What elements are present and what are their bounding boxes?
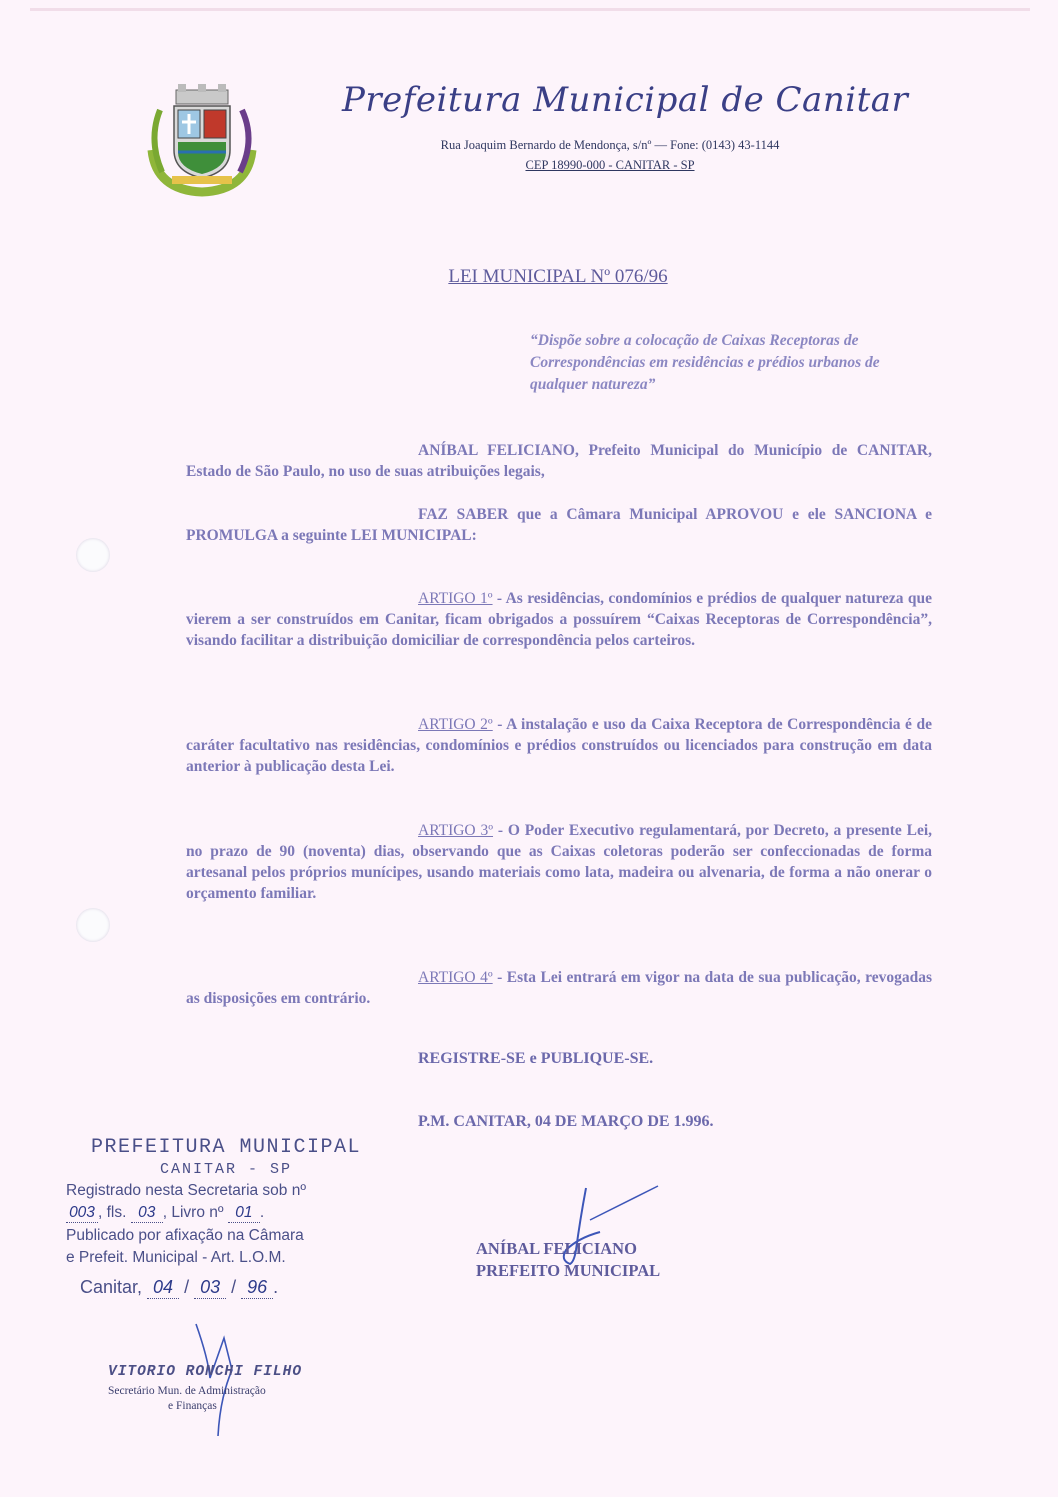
closing-formula: REGISTRE-SE e PUBLIQUE-SE. <box>418 1050 654 1067</box>
secretary-role-line: Secretário Mun. de Administração <box>108 1385 266 1397</box>
law-ementa: “Dispõe sobre a colocação de Caixas Receptoras de Correspondências em residências e prédios urbanos de qualquer natureza” <box>530 332 880 393</box>
stamp-month: 03 <box>194 1277 226 1299</box>
article-label: ARTIGO 2º <box>418 716 493 733</box>
secretary-role-line: e Finanças <box>168 1400 217 1412</box>
page-edge <box>30 8 1030 11</box>
article-label: ARTIGO 3º <box>418 822 494 839</box>
stamp-day: 04 <box>147 1277 179 1299</box>
preamble: ANÍBAL FELICIANO, Prefeito Municipal do Município de CANITAR, Estado de São Paulo, no uso de suas atribuições legais, <box>186 442 932 480</box>
signatory-name: ANÍBAL FELICIANO <box>476 1239 637 1258</box>
stamp-livro: 01 <box>228 1204 260 1223</box>
signatory-block <box>476 1238 660 1282</box>
article-1 <box>186 588 932 651</box>
punch-hole <box>76 538 110 572</box>
article-label: ARTIGO 4º <box>418 969 493 986</box>
stamp-published-1: Publicado por afixação na Câmara <box>66 1227 304 1244</box>
stamp-canitar-label: Canitar, <box>80 1277 143 1297</box>
article-text: - As residências, condomínios e prédios de qualquer natureza que vierem a ser construídos em Canitar, ficam obrigados a possuírem “Caixas Receptoras de Correspondência”, visando facilitar a distribuição domiciliar de correspondência pelos carteiros. <box>186 590 932 649</box>
secretary-name: VITORIO RONCHI FILHO <box>108 1364 303 1380</box>
stamp-number: 003 <box>66 1204 98 1223</box>
law-title: LEI MUNICIPAL Nº 076/96 <box>448 266 668 287</box>
article-text: - Esta Lei entrará em vigor na data de sua publicação, revogadas as disposições em contrário. <box>186 969 932 1007</box>
article-2 <box>186 714 932 777</box>
article-3 <box>186 820 932 904</box>
stamp-org: PREFEITURA MUNICIPAL <box>90 1136 362 1159</box>
article-label: ARTIGO 1º <box>418 590 493 607</box>
secretary-role <box>108 1384 266 1414</box>
stamp-registered: Registrado nesta Secretaria sob nº <box>66 1182 307 1199</box>
punch-hole <box>76 908 110 942</box>
stamp-year: 96 <box>241 1277 273 1299</box>
stamp-record: 003 , fls. 03 , Livro nº 01 . <box>66 1204 386 1223</box>
letterhead-cep: CEP 18990-000 - CANITAR - SP <box>525 158 695 172</box>
registration-stamp <box>66 1136 386 1299</box>
article-text: - A instalação e uso da Caixa Receptora de Correspondência é de caráter facultativo nas residências, condomínios e prédios construídos ou licenciados para construção em data anterior à publicação desta Lei. <box>186 716 932 775</box>
letterhead-title: Prefeitura Municipal de Canitar <box>342 80 909 120</box>
signatory-role: PREFEITO MUNICIPAL <box>476 1261 661 1280</box>
article-4 <box>186 967 932 1009</box>
stamp-city: CANITAR - SP <box>159 1161 293 1178</box>
article-text: - O Poder Executivo regulamentará, por Decreto, a presente Lei, no prazo de 90 (noventa) dias, observando que as Caixas coletoras poderão ser confeccionadas de forma artesanal pelos próprios munícipes, usando materiais como lata, madeira ou alvenaria, de forma a não onerar o orçamento familiar. <box>186 822 932 902</box>
faz-saber: FAZ SABER que a Câmara Municipal APROVOU e ele SANCIONA e PROMULGA a seguinte LEI MUNICIPAL: <box>186 506 932 544</box>
coat-of-arms-icon <box>142 80 262 200</box>
stamp-date: Canitar, 04 / 03 / 96 . <box>80 1277 279 1297</box>
letterhead-address: Rua Joaquim Bernardo de Mendonça, s/nº — Fone: (0143) 43-1144 <box>440 138 780 152</box>
place-date: P.M. CANITAR, 04 DE MARÇO DE 1.996. <box>418 1113 714 1130</box>
stamp-published-2: e Prefeit. Municipal - Art. L.O.M. <box>66 1249 286 1266</box>
stamp-fls: 03 <box>131 1204 163 1223</box>
stamp-fls-label: , fls. <box>98 1204 127 1221</box>
stamp-livro-label: , Livro nº <box>162 1204 224 1221</box>
